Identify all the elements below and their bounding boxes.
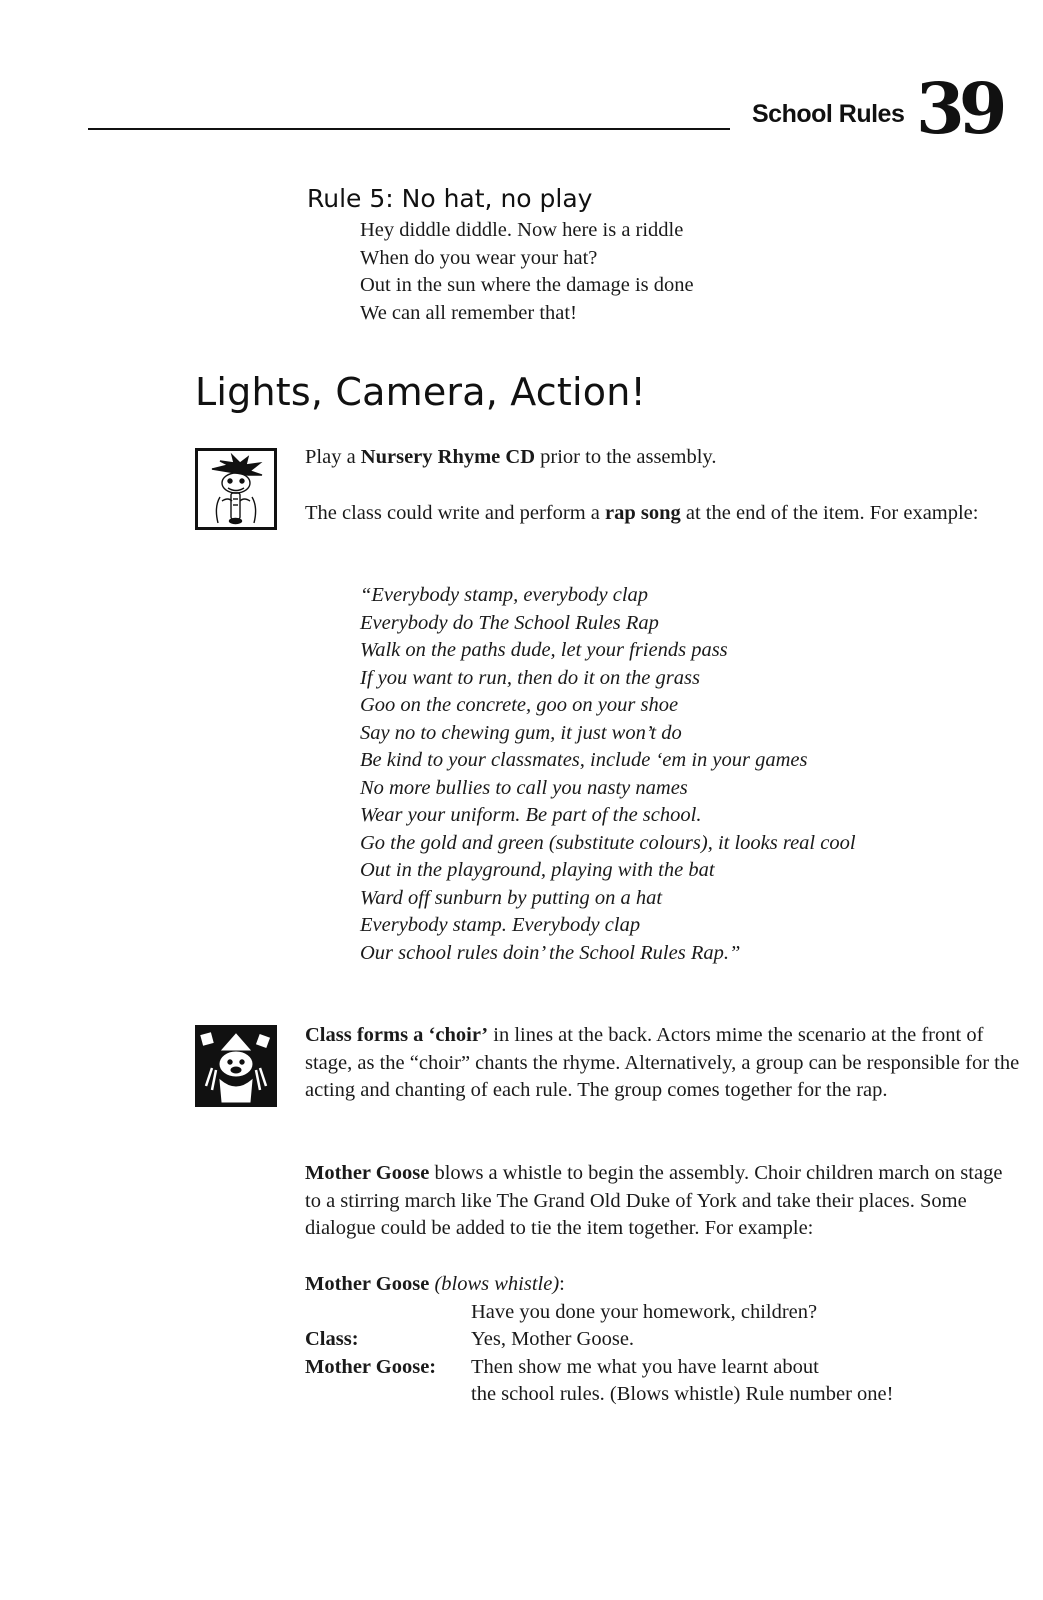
dialogue-intro	[305, 1271, 1025, 1299]
choir-cartoon-drawing	[198, 1028, 274, 1104]
rap-line: Goo on the concrete, goo on your shoe	[360, 694, 679, 716]
choir-instruction-bold: Class forms a ‘choir’	[305, 1024, 489, 1046]
dialogue-row	[305, 1299, 1025, 1327]
rule-verse	[360, 217, 694, 327]
choir-cartoon-icon	[195, 1025, 277, 1107]
cd-instruction-bold: Nursery Rhyme CD	[360, 446, 536, 468]
rap-line: If you want to run, then do it on the grass	[360, 666, 700, 689]
dialogue-row	[305, 1326, 1025, 1354]
dialogue-line: Have you done your homework, children?	[471, 1300, 818, 1323]
page-number: 39	[916, 67, 1002, 150]
dialogue-row	[305, 1354, 1025, 1382]
verse-line: Out in the sun where the damage is done	[360, 274, 694, 296]
rap-line: Be kind to your classmates, include ‘em in your games	[360, 749, 808, 771]
section-heading: Lights, Camera, Action!	[195, 370, 646, 414]
header-title: School Rules	[752, 100, 905, 128]
cd-instruction-post: prior to the assembly.	[535, 446, 717, 468]
musician-cartoon-drawing	[198, 451, 274, 527]
rap-line: “Everybody stamp, everybody clap	[360, 584, 649, 606]
rap-line: Wear your uniform. Be part of the school.	[360, 804, 702, 826]
dialogue-speaker: Mother Goose:	[305, 1355, 437, 1378]
rule-heading: Rule 5: No hat, no play	[307, 184, 593, 213]
cd-instruction-pre: Play a	[305, 446, 361, 468]
rap-line: Say no to chewing gum, it just won’t do	[360, 721, 682, 744]
rap-line: Out in the playground, playing with the bat	[360, 859, 715, 881]
rap-line: No more bullies to call you nasty names	[360, 776, 688, 799]
cd-instruction	[305, 444, 1025, 472]
dialogue-colon: :	[559, 1273, 565, 1295]
rap-instruction	[305, 500, 985, 528]
mother-goose-instruction-bold: Mother Goose	[305, 1162, 430, 1184]
rap-instruction-pre: The class could write and perform a	[305, 502, 605, 524]
verse-line: We can all remember that!	[360, 301, 577, 324]
stage-direction: (blows whistle)	[434, 1273, 560, 1295]
rap-line: Walk on the paths dude, let your friends pass	[360, 639, 728, 661]
choir-instruction-post: in lines at the back. Actors mime the scenario at the front of stage, as the “choir” chants the rhyme. Alternatively, a group can be responsible for the acting and chanting of each rule. The group comes together for the rap.	[305, 1024, 1020, 1101]
rap-line: Our school rules doin’ the School Rules Rap.”	[360, 941, 741, 964]
dialogue-speaker: Class:	[305, 1328, 359, 1350]
dialogue-speaker-name: Mother Goose	[305, 1273, 430, 1295]
dialogue-row	[305, 1381, 1025, 1409]
verse-line: When do you wear your hat?	[360, 246, 598, 269]
rap-line: Go the gold and green (substitute colours), it looks real cool	[360, 831, 856, 854]
choir-instruction	[305, 1022, 1025, 1105]
header-rule	[88, 128, 730, 130]
mother-goose-instruction	[305, 1160, 1010, 1243]
rap-instruction-bold: rap song	[604, 502, 681, 524]
dialogue-line: Then show me what you have learnt about	[471, 1355, 819, 1378]
rap-line: Everybody stamp. Everybody clap	[360, 914, 641, 936]
verse-line: Hey diddle diddle. Now here is a riddle	[360, 219, 684, 241]
rap-instruction-post: at the end of the item. For example:	[680, 502, 979, 524]
musician-cartoon-icon	[195, 448, 277, 530]
rap-line: Everybody do The School Rules Rap	[360, 611, 659, 634]
dialogue	[305, 1271, 1025, 1409]
dialogue-speaker	[305, 1271, 565, 1299]
rap-lyrics	[360, 582, 856, 967]
mother-goose-instruction-post: blows a whistle to begin the assembly. Choir children march on stage to a stirring march like The Grand Old Duke of York and take their places. Some dialogue could be added to tie the item together. For example:	[305, 1162, 1003, 1239]
dialogue-line: the school rules. (Blows whistle) Rule number one!	[471, 1383, 894, 1405]
dialogue-line: Yes, Mother Goose.	[471, 1328, 635, 1350]
rap-line: Ward off sunburn by putting on a hat	[360, 886, 663, 909]
